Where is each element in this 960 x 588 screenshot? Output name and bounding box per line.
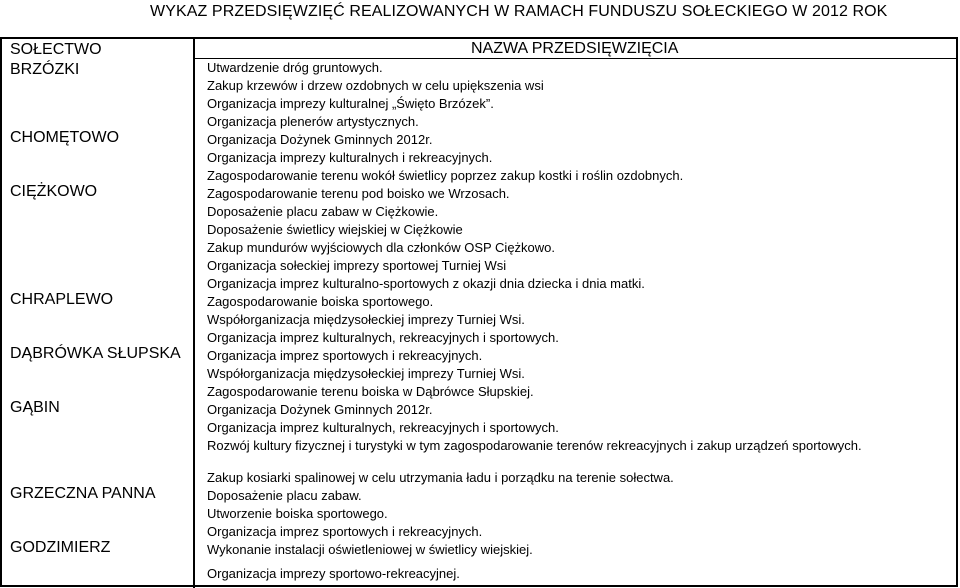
- column-divider: [193, 37, 195, 588]
- task-item: Doposażenie świetlicy wiejskiej w Ciężkowie: [207, 222, 463, 237]
- task-item: Zakup krzewów i drzew ozdobnych w celu upiększenia wsi: [207, 78, 544, 93]
- header-village: SOŁECTWO: [10, 41, 102, 58]
- task-item: Wykonanie instalacji oświetleniowej w świetlicy wiejskiej.: [207, 542, 533, 557]
- task-item: Zagospodarowanie boiska sportowego.: [207, 294, 434, 309]
- task-item: Organizacja imprezy kulturalnej „Święto Brzózek”.: [207, 96, 494, 111]
- task-item: Organizacja imprezy kulturalnych i rekreacyjnych.: [207, 150, 493, 165]
- task-item: Doposażenie placu zabaw.: [207, 488, 362, 503]
- task-item: Zagospodarowanie terenu boiska w Dąbrówce Słupskiej.: [207, 384, 534, 399]
- task-item: Utwardzenie dróg gruntowych.: [207, 60, 383, 75]
- task-item: Organizacja Dożynek Gminnych 2012r.: [207, 402, 433, 417]
- village-name: BRZÓZKI: [10, 61, 80, 78]
- task-item: Organizacja imprez sportowych i rekreacyjnych.: [207, 348, 483, 363]
- village-name: GODZIMIERZ: [10, 539, 111, 556]
- task-item: Zagospodarowanie terenu pod boisko we Wrzosach.: [207, 186, 510, 201]
- village-name: CIĘŻKOWO: [10, 183, 98, 200]
- village-name: GRZECZNA PANNA: [10, 485, 156, 502]
- task-item: Organizacja plenerów artystycznych.: [207, 114, 419, 129]
- document-title: WYKAZ PRZEDSIĘWZIĘĆ REALIZOWANYCH W RAMACH FUNDUSZU SOŁECKIEGO W 2012 ROK: [150, 3, 888, 20]
- task-item: Organizacja imprez kulturalnych, rekreacyjnych i sportowych.: [207, 420, 559, 435]
- task-item: Organizacja imprez kulturalnych, rekreacyjnych i sportowych.: [207, 330, 559, 345]
- village-name: CHOMĘTOWO: [10, 129, 120, 146]
- task-item: Organizacja imprezy sportowo-rekreacyjnej.: [207, 566, 460, 581]
- task-item: Organizacja Dożynek Gminnych 2012r.: [207, 132, 433, 147]
- task-item: Współorganizacja międzysołeckiej imprezy Turniej Wsi.: [207, 312, 525, 327]
- village-name: CHRAPLEWO: [10, 291, 114, 308]
- header-task: NAZWA PRZEDSIĘWZIĘCIA: [471, 40, 679, 57]
- task-item: Współorganizacja międzysołeckiej imprezy Turniej Wsi.: [207, 366, 525, 381]
- task-item: Organizacja imprez kulturalno-sportowych z okazji dnia dziecka i dnia matki.: [207, 276, 645, 291]
- task-item: Organizacja sołeckiej imprezy sportowej Turniej Wsi: [207, 258, 507, 273]
- task-item: Rozwój kultury fizycznej i turystyki w tym zagospodarowanie terenów rekreacyjnych i zakup urządzeń sportowych.: [207, 438, 862, 453]
- task-item: Zakup kosiarki spalinowej w celu utrzymania ładu i porządku na terenie sołectwa.: [207, 470, 674, 485]
- task-item: Zagospodarowanie terenu wokół świetlicy poprzez zakup kostki i roślin ozdobnych.: [207, 168, 684, 183]
- task-item: Utworzenie boiska sportowego.: [207, 506, 388, 521]
- task-item: Organizacja imprez sportowych i rekreacyjnych.: [207, 524, 483, 539]
- task-item: Zakup mundurów wyjściowych dla członków OSP Ciężkowo.: [207, 240, 556, 255]
- task-item: Doposażenie placu zabaw w Ciężkowie.: [207, 204, 439, 219]
- village-name: DĄBRÓWKA SŁUPSKA: [10, 345, 181, 362]
- village-name: GĄBIN: [10, 399, 60, 416]
